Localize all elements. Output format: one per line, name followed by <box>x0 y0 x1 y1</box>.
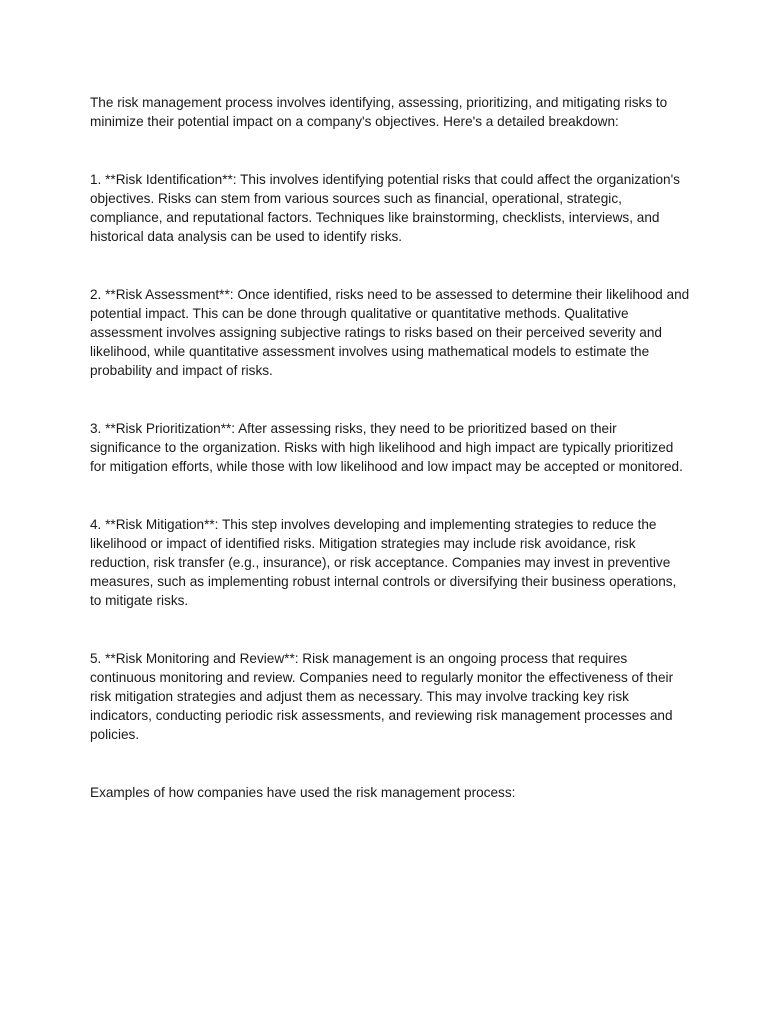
examples-heading-paragraph: Examples of how companies have used the risk management process: <box>90 785 516 800</box>
step-risk-identification: 1. **Risk Identification**: This involves identifying potential risks that could affect the organization's objectives. Risks can stem from various sources such as financial, operational, strategic, compliance, and reputational factors. Techniques like brainstorming, checklists, interviews, and historical data analysis can be used to identify risks. <box>90 172 680 244</box>
intro-paragraph: The risk management process involves identifying, assessing, prioritizing, and mitigating risks to minimize their potential impact on a company's objectives. Here's a detailed breakdown: <box>90 95 668 129</box>
step-risk-assessment: 2. **Risk Assessment**: Once identified, risks need to be assessed to determine their likelihood and potential impact. This can be done through qualitative or quantitative methods. Qualitative assessment involves assigning subjective ratings to risks based on their perceived severity and likelihood, while quantitative assessment involves using mathematical models to estimate the probability and impact of risks. <box>90 287 690 378</box>
step-risk-monitoring-review: 5. **Risk Monitoring and Review**: Risk management is an ongoing process that requires continuous monitoring and review. Companies need to regularly monitor the effectiveness of their risk mitigation strategies and adjust them as necessary. This may involve tracking key risk indicators, conducting periodic risk assessments, and reviewing risk management processes and policies. <box>90 651 674 742</box>
document-body <box>90 93 690 841</box>
step-risk-prioritization: 3. **Risk Prioritization**: After assessing risks, they need to be prioritized based on their significance to the organization. Risks with high likelihood and high impact are typically prioritized for mitigation efforts, while those with low likelihood and low impact may be accepted or monitored. <box>90 421 683 474</box>
step-risk-mitigation: 4. **Risk Mitigation**: This step involves developing and implementing strategies to reduce the likelihood or impact of identified risks. Mitigation strategies may include risk avoidance, risk reduction, risk transfer (e.g., insurance), or risk acceptance. Companies may invest in preventive measures, such as implementing robust internal controls or diversifying their business operations, to mitigate risks. <box>90 517 677 608</box>
